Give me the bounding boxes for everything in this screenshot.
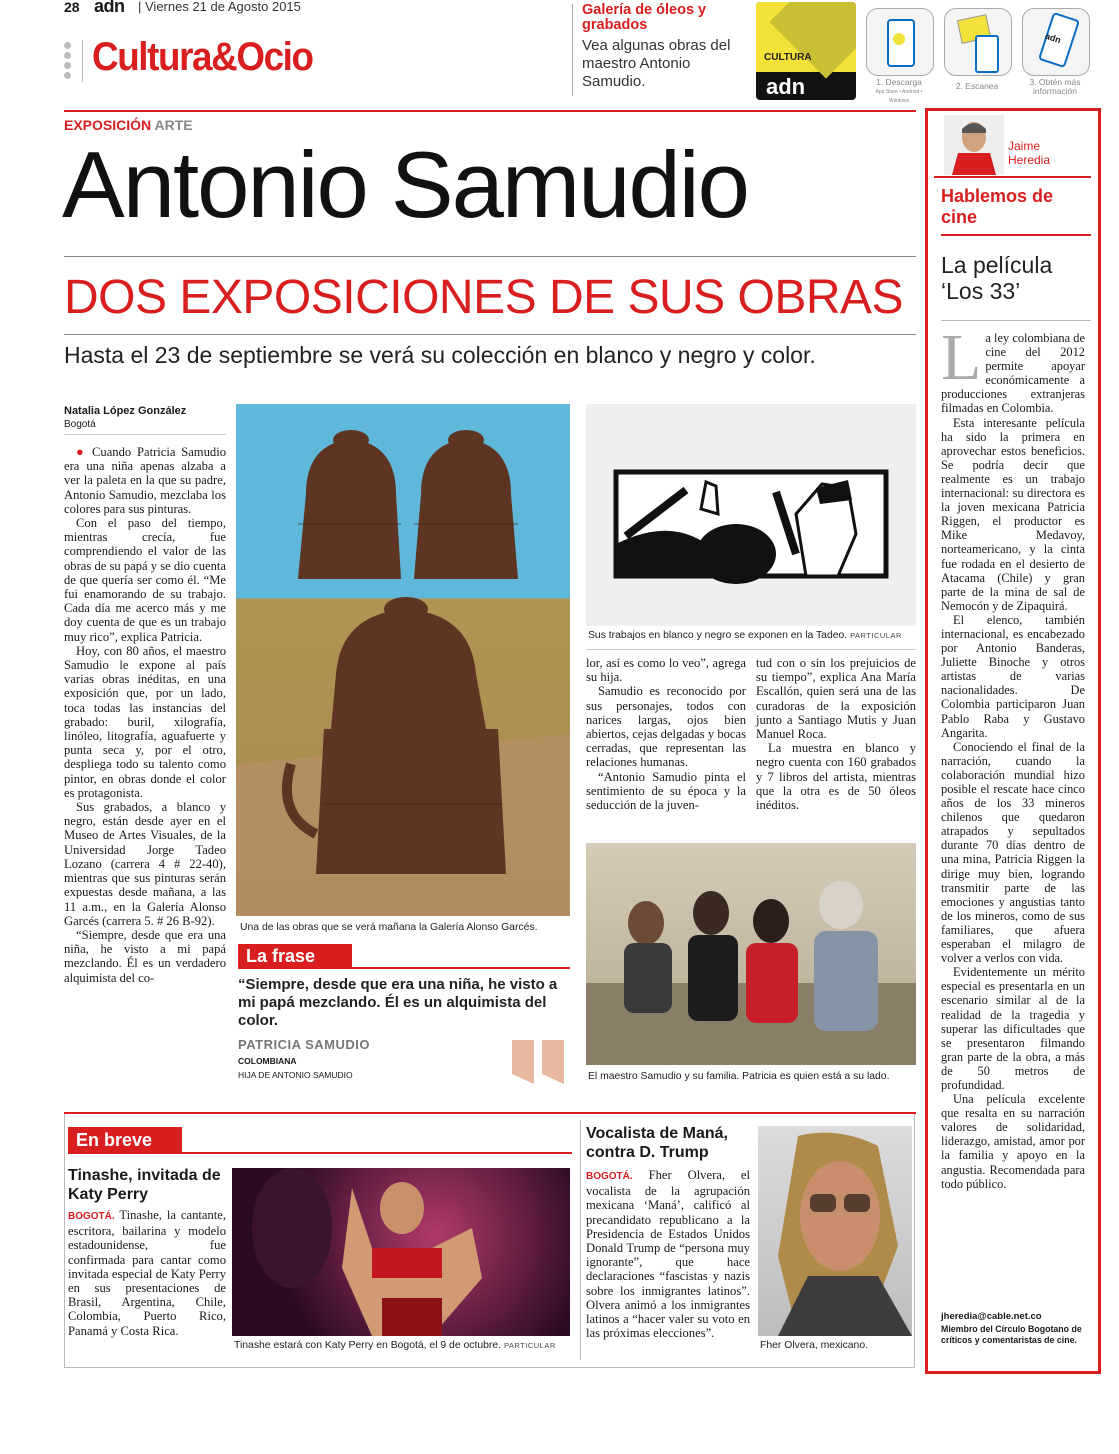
column-section-rule xyxy=(941,234,1091,236)
woodcut-caption-text: Sus trabajos en blanco y negro se exponen en la Tadeo. xyxy=(588,630,848,641)
brief-item2-title: Vocalista de Maná, contra D. Trump xyxy=(586,1125,728,1161)
family-photo xyxy=(586,843,916,1065)
brief-item2-body: Fher Olvera, el vocalista de la agrupación mexicana ‘Maná’, calificó al precandidato republicano a la Presidencia de Estados Unidos Donald Trump de “persona muy ignorante”, que hace declaraciones “fascistas y nazis sobre los inmigrantes latinos”. Olvera animó a los inmigrantes latinos a “hacer valer su voto en las próximas elecciones”. xyxy=(586,1168,750,1341)
article-paragraph: “Antonio Samudio pinta el sentimiento de su época y la seducción de la juven- xyxy=(586,769,746,813)
step-info-label: 3. Obtén más información xyxy=(1029,77,1081,96)
woodcut-rule xyxy=(586,649,916,650)
section-title: Cultura&Ocio xyxy=(92,35,313,79)
fher-portrait xyxy=(758,1126,912,1336)
brief-label: En breve xyxy=(68,1127,182,1153)
quote-role-1: COLOMBIANA xyxy=(238,1056,297,1066)
promo-text: Vea algunas obras del maestro Antonio Samudio. xyxy=(582,37,731,90)
columnist-bio: Miembro del Círculo Bogotano de críticos y comentaristas de cine. xyxy=(941,1324,1082,1345)
tinashe-caption-text: Tinashe estará con Katy Perry en Bogotá, el 9 de octubre. xyxy=(234,1340,502,1351)
brief-label-rule xyxy=(68,1152,572,1154)
brief-item1-title: Tinashe, invitada de Katy Perry xyxy=(68,1167,221,1203)
scan-step-icon xyxy=(944,8,1012,76)
quote-text: “Siempre, desde que era una niña, he visto a mi papá mezclando. Él es un alquimista del color. xyxy=(238,976,558,1029)
columnist-first-name: Jaime xyxy=(1008,139,1041,153)
article-paragraph: Samudio es reconocido por sus personajes, todos con narices largas, ojos bien abiertos, cejas delgadas y bocas cerradas, que representan las relaciones humanas. xyxy=(586,684,746,770)
download-step-icon xyxy=(866,8,934,76)
tinashe-credit: PARTICULAR xyxy=(503,1341,556,1350)
column-title: La película ‘Los 33’ xyxy=(941,252,1053,304)
step-platforms-label: App Store • Android • Windows xyxy=(875,89,923,104)
info-step-icon: adn xyxy=(1022,8,1090,76)
quote-label: La frase xyxy=(238,944,352,968)
woodcut-print xyxy=(586,404,916,626)
promo-title: Galería de óleos y grabados xyxy=(582,2,707,33)
article-paragraph: Hoy, con 80 años, el maestro Samudio le expone al país varias obras inéditas, en una exposición que, por un lado, toca todas las instancias del grabado: buril, xilografía, linóleo, litografía, aguafuerte y punta seca y, por el otro, despliega todo su talento como pintor, en obras donde el color es protagonista. xyxy=(64,643,226,800)
woodcut-credit: PARTICULAR xyxy=(850,631,902,640)
kicker-bold: EXPOSICIÓN xyxy=(64,117,152,133)
issue-date-text: Viernes 21 de Agosto 2015 xyxy=(145,0,301,14)
quote-mark-icon xyxy=(512,1040,568,1084)
columnist-last-name: Heredia xyxy=(1008,153,1051,167)
byline-location: Bogotá xyxy=(64,419,96,430)
family-photo-graphic xyxy=(586,843,916,1065)
qr-code-tag[interactable] xyxy=(756,2,856,100)
column-paragraph: Esta interesante película ha sido la primera en aprovechar estos beneficios. Se podría decir que realmente es un trabajo internacional: su directora es la joven mexicana Patricia Riggen, el productor es Mike Medavoy, norteamericano, y la cinta fue rodada en el desierto de Atacama (Chile) y gran parte de la mina de sal de Nemocón y de Zipaquirá. xyxy=(941,415,1085,613)
brief-divider xyxy=(580,1120,581,1360)
columnist-photo xyxy=(944,115,1004,175)
column-paragraph: El elenco, también internacional, es encabezado por Antonio Banderas, Juliette Binoche y otros artistas de varias nacionalidades. De Colombia participaron Juan Pablo Raba y Gustavo Angarita. xyxy=(941,612,1085,740)
title-rule xyxy=(64,256,916,257)
article-paragraph xyxy=(64,445,226,516)
article-paragraph: tud con o sin los prejuicios de su tiempo”, explica Ana María Escallón, quien será una de las curadoras de la exposición junto a Santiago Mutis y Juan Manuel Roca. xyxy=(756,656,916,742)
brief-item1-text xyxy=(68,1208,226,1338)
column-header-rule xyxy=(934,176,1091,178)
article-subtitle: DOS EXPOSICIONES DE SUS OBRAS xyxy=(64,271,904,324)
article-paragraph: Sus grabados, a blanco y negro, están desde ayer en el Museo de Artes Visuales, de la Universidad Jorge Tadeo Lozano (carrera 4 # 22-40), mientras que sus pinturas serán expuestas desde mañana, a las 11 a.m., en la Galería Alonso Garcés (carrera 5. # 26 B-92). xyxy=(64,800,226,928)
article-column-4 xyxy=(756,656,916,812)
brief-item2-dateline: BOGOTÁ. xyxy=(586,1171,633,1182)
article-deck: Hasta el 23 de septiembre se verá su colección en blanco y negro y color. xyxy=(64,342,816,368)
tinashe-performance xyxy=(232,1168,570,1336)
qr-label-bottom: adn xyxy=(766,74,806,99)
bullet-icon: ● xyxy=(76,445,93,459)
adn-logo: adn xyxy=(94,0,125,16)
qr-label-top: CULTURA xyxy=(764,52,812,63)
issue-date: | Viernes 21 de Agosto 2015 xyxy=(138,0,301,14)
kicker-light: ARTE xyxy=(154,117,193,133)
painting-caption: Una de las obras que se verá mañana la Galería Alonso Garcés. xyxy=(240,922,538,933)
brief-item1-body: Tinashe, la cantante, escritora, bailarina y modelo estadounidense, fue confirmada para cantar como invitada especial de Katy Perry en sus presentaciones de Brasil, Argentina, Chile, Colombia, Puerto Rico, Panamá y Costa Rica. xyxy=(68,1208,226,1338)
painting-image xyxy=(236,404,570,916)
woodcut-image xyxy=(586,404,916,626)
columnist-email[interactable]: jheredia@cable.net.co xyxy=(941,1311,1042,1322)
section-dots-icon xyxy=(64,42,71,82)
article-paragraph: lor, así es como lo veo”, agrega su hija. xyxy=(586,656,746,685)
page-number: 28 xyxy=(64,0,80,15)
columnist-portrait xyxy=(944,115,1004,175)
column-paragraph xyxy=(941,321,1085,416)
promo-divider xyxy=(572,4,573,96)
column-paragraph: Evidentemente un mérito especial es presentarla en un escenario similar al de la realidad de la tragedia y superar las dificultades que se presentaron filmando gran parte de la obra, a más de 50 metros de profundidad. xyxy=(941,965,1085,1092)
paragraph-text: Cuando Patricia Samudio era una niña apenas alzaba a ver la paleta en la que su padre, Antonio Samudio, mezclaba los colores para sus pinturas. xyxy=(64,445,226,516)
column-body xyxy=(941,321,1085,1191)
byline-author: Natalia López González xyxy=(64,405,187,417)
column-paragraph-text: a ley colombiana de cine del 2012 permite apoyar económicamente a producciones extranjeras filmadas en Colombia. xyxy=(941,331,1085,416)
article-paragraph: La muestra en blanco y negro cuenta con 160 grabados y 7 libros del artista, mientras que la otra es de 50 óleos inéditos. xyxy=(756,741,916,813)
tinashe-caption xyxy=(234,1340,574,1351)
article-top-rule xyxy=(64,110,916,112)
column-paragraph: Conociendo el final de la narración, cuando la colaboración mundial hizo posible el rescate hace cinco años de los 33 mineros chilenos que quedaron atrapados y sepultados durante 70 días dentro de una mina, Patricia Riggen la dirige muy bien, logrando transmitir parte de las emociones y angustias tanto de los mineros, como de sus familiares, que afuera esperaban el milagro de volver a verlos con vida. xyxy=(941,739,1085,966)
fher-photo xyxy=(758,1126,912,1336)
quote-name: PATRICIA SAMUDIO xyxy=(238,1037,370,1052)
quote-role-2: HIJA DE ANTONIO SAMUDIO xyxy=(238,1070,353,1080)
pottery-painting xyxy=(236,404,570,916)
step-scan-label: 2. Escanea xyxy=(955,81,999,91)
section-divider xyxy=(82,40,83,82)
step-download-label: 1. Descarga xyxy=(876,77,922,87)
column-paragraph: Una película excelente que resalta en su narración valores de solidaridad, liderazgo, amistad, amor por la familia y apoyo en la angustia. Recomendada para todo público. xyxy=(941,1092,1085,1191)
article-column-3 xyxy=(586,656,746,812)
fher-caption: Fher Olvera, mexicano. xyxy=(760,1340,868,1351)
tinashe-photo xyxy=(232,1168,570,1336)
subtitle-rule xyxy=(64,334,916,335)
article-title: Antonio Samudio xyxy=(62,132,748,237)
brief-item2-text xyxy=(586,1168,750,1340)
byline-rule xyxy=(64,434,226,435)
woodcut-caption xyxy=(588,630,918,641)
dropcap: L xyxy=(941,321,982,394)
quote-rule xyxy=(238,967,570,969)
family-caption: El maestro Samudio y su familia. Patricia es quien está a su lado. xyxy=(588,1071,890,1082)
column-section: Hablemos de cine xyxy=(941,186,1054,227)
article-paragraph: “Siempre, desde que era una niña, he visto a mi papá mezclando. Él es un verdadero alquimista del co- xyxy=(64,927,226,985)
article-paragraph: Con el paso del tiempo, mientras crecía, fue comprendiendo el valor de las obras de su papá y se dio cuenta de que quería ser como él. “Me fui enamorando de su trabajo. Cada día me acerco más y me doy cuenta de que es un trabajo muy rico”, explica Patricia. xyxy=(64,516,226,644)
brief-item1-dateline: BOGOTÁ. xyxy=(68,1211,115,1222)
article-column-1 xyxy=(64,445,226,985)
